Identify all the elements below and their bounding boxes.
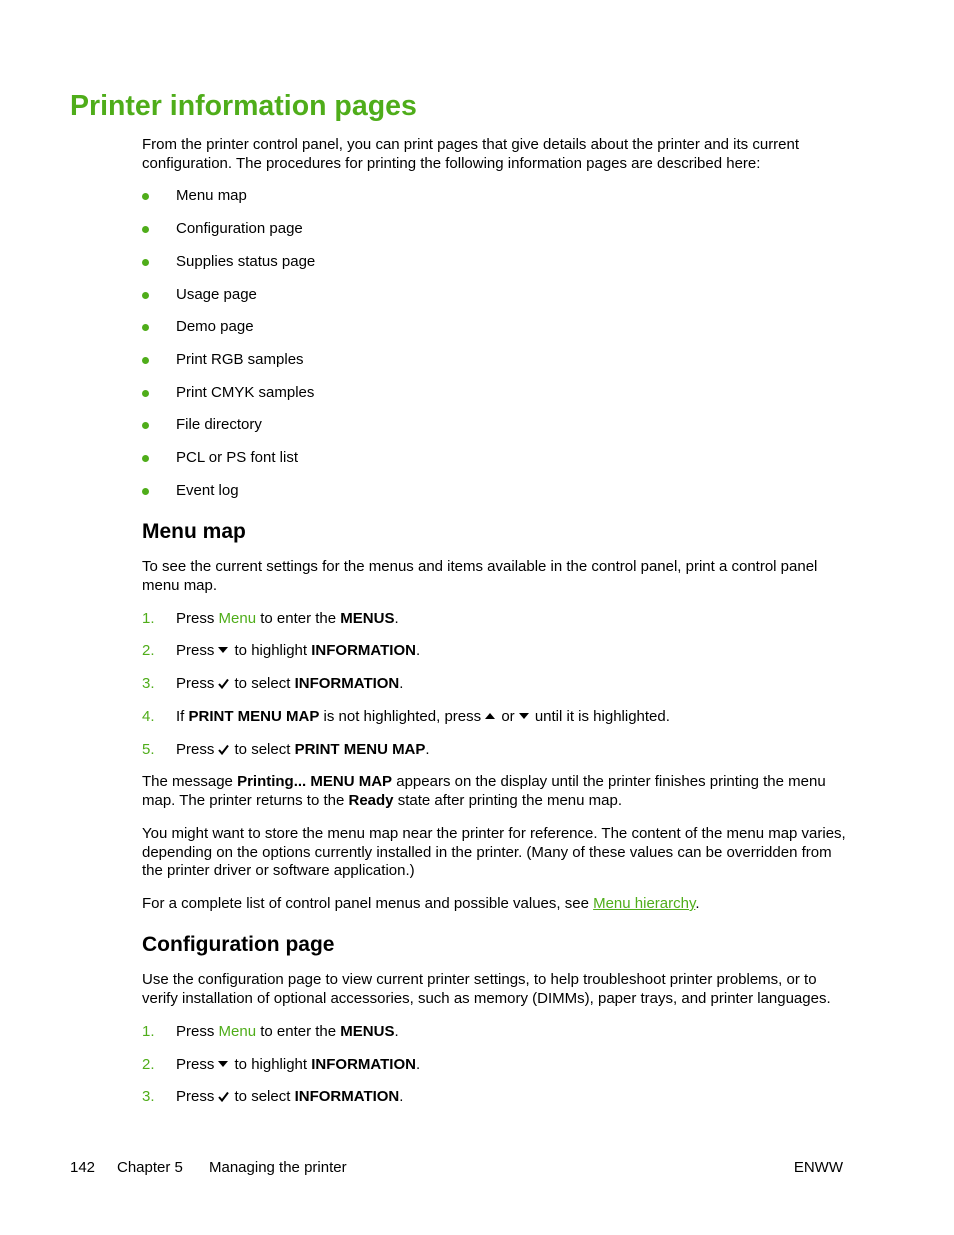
bullet-icon xyxy=(142,390,149,397)
list-item: Print CMYK samples xyxy=(142,384,847,403)
page-number: 142 xyxy=(70,1159,96,1176)
footer-section: Managing the printer xyxy=(209,1159,347,1176)
list-item: Event log xyxy=(142,482,847,501)
list-item: PCL or PS font list xyxy=(142,449,847,468)
step-item: 3. Press to select INFORMATION. xyxy=(142,675,404,692)
step-item: 5. Press to select PRINT MENU MAP. xyxy=(142,741,430,758)
list-item: Menu map xyxy=(142,187,847,206)
footer-locale: ENWW xyxy=(793,1159,843,1176)
bullet-icon xyxy=(142,292,149,299)
menu-button-ref: Menu xyxy=(218,610,257,627)
list-item: Usage page xyxy=(142,286,847,305)
bullet-icon xyxy=(142,324,149,331)
menu-hierarchy-link[interactable]: Menu hierarchy xyxy=(593,895,696,912)
down-arrow-icon xyxy=(519,713,529,719)
configuration-page-heading: Configuration page xyxy=(142,933,335,956)
menu-map-message-paragraph: The message Printing... MENU MAP appears on the display until the printer finishes printing the menu map. The printer returns to the Ready state after printing the menu map. xyxy=(142,773,826,809)
list-item: Print RGB samples xyxy=(142,351,847,370)
step-item: 2. Press to highlight INFORMATION. xyxy=(142,1056,421,1073)
checkmark-icon xyxy=(218,744,229,755)
bullet-icon xyxy=(142,488,149,495)
step-item: 2. Press to highlight INFORMATION. xyxy=(142,642,421,659)
checkmark-icon xyxy=(218,678,229,689)
menu-map-see-paragraph: For a complete list of control panel menus and possible values, see Menu hierarchy. xyxy=(142,895,700,912)
configuration-intro: Use the configuration page to view current printer settings, to help troubleshoot printer problems, or to verify installation of optional accessories, such as memory (DIMMs), paper trays, and printer languages. xyxy=(142,971,831,1007)
list-item: Configuration page xyxy=(142,220,847,239)
menu-map-intro: To see the current settings for the menus and items available in the control panel, print a control panel menu map. xyxy=(142,558,818,594)
menu-map-heading: Menu map xyxy=(142,520,246,543)
down-arrow-icon xyxy=(218,1061,228,1067)
step-item: 4. If PRINT MENU MAP is not highlighted, press or until it is highlighted. xyxy=(142,708,670,725)
checkmark-icon xyxy=(218,1091,229,1102)
step-item: 1. Press Menu to enter the MENUS. xyxy=(142,610,399,627)
list-item: File directory xyxy=(142,416,847,435)
bullet-icon xyxy=(142,193,149,200)
list-item: Supplies status page xyxy=(142,253,847,272)
down-arrow-icon xyxy=(218,647,228,653)
menu-button-ref: Menu xyxy=(218,1023,257,1040)
step-item: 3. Press to select INFORMATION. xyxy=(142,1088,404,1105)
footer-chapter: Chapter 5 xyxy=(117,1159,183,1176)
list-item: Demo page xyxy=(142,318,847,337)
bullet-icon xyxy=(142,226,149,233)
bullet-icon xyxy=(142,357,149,364)
page-title: Printer information pages xyxy=(70,90,417,122)
step-item: 1. Press Menu to enter the MENUS. xyxy=(142,1023,399,1040)
up-arrow-icon xyxy=(485,713,495,719)
bullet-icon xyxy=(142,422,149,429)
menu-map-store-paragraph: You might want to store the menu map near the printer for reference. The content of the menu map varies, depending on the options currently installed in the printer. (Many of these values can be overridden from the printer driver or software application.) xyxy=(142,825,846,879)
bullet-icon xyxy=(142,455,149,462)
intro-paragraph: From the printer control panel, you can print pages that give details about the printer and its current configuration. The procedures for printing the following information pages are described here: xyxy=(142,136,800,172)
bullet-icon xyxy=(142,259,149,266)
